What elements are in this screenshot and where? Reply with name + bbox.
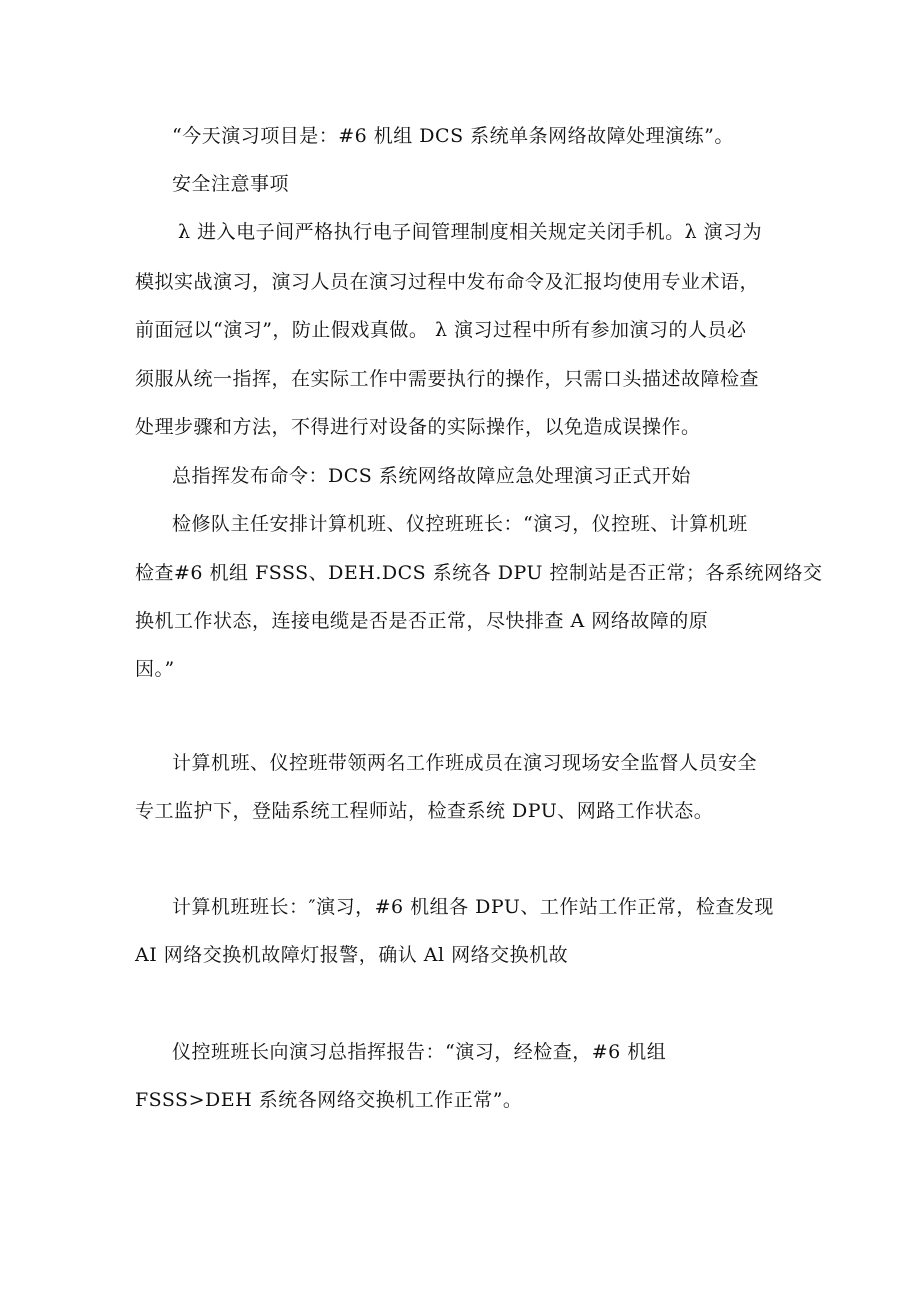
safety-line-1: λ 进入电子间严格执行电子间管理制度相关规定关闭手机。λ 演习为 xyxy=(178,221,763,243)
computer-report-line-1: 计算机班班长：″演习，#6 机组各 DPU、工作站工作正常，检查发现 xyxy=(172,896,774,918)
arrangement-line-3: 换机工作状态，连接电缆是否是否正常，尽快排查 A 网络故障的原 xyxy=(135,610,709,632)
drill-title-line: “今天演习项目是：#6 机组 DCS 系统单条网络故障处理演练”。 xyxy=(172,125,734,147)
safety-line-3: 前面冠以“演习”，防止假戏真做。 λ 演习过程中所有参加演习的人员必 xyxy=(135,319,747,341)
arrangement-line-4: 因。” xyxy=(135,658,175,680)
safety-line-2: 模拟实战演习，演习人员在演习过程中发布命令及汇报均使用专业术语， xyxy=(135,271,760,293)
safety-line-4: 须服从统一指挥，在实际工作中需要执行的操作，只需口头描述故障检查 xyxy=(135,368,760,390)
inspection-line-2: 专工监护下，登陆系统工程师站，检查系统 DPU、网路工作状态。 xyxy=(135,800,714,822)
arrangement-line-1: 检修队主任安排计算机班、仪控班班长：“演习，仪控班、计算机班 xyxy=(172,513,748,535)
instrument-report-line-2: FSSS>DEH 系统各网络交换机工作正常”。 xyxy=(135,1089,523,1111)
command-line: 总指挥发布命令：DCS 系统网络故障应急处理演习正式开始 xyxy=(172,465,691,487)
instrument-report-line-1: 仪控班班长向演习总指挥报告：“演习，经检查，#6 机组 xyxy=(172,1041,667,1063)
computer-report-line-2: AI 网络交换机故障灯报警，确认 Al 网络交换机故 xyxy=(135,944,569,966)
arrangement-line-2: 检查#6 机组 FSSS、DEH.DCS 系统各 DPU 控制站是否正常；各系统网络交 xyxy=(135,562,823,584)
safety-line-5: 处理步骤和方法，不得进行对设备的实际操作，以免造成误操作。 xyxy=(135,416,701,438)
inspection-line-1: 计算机班、仪控班带领两名工作班成员在演习现场安全监督人员安全 xyxy=(172,752,758,774)
safety-heading: 安全注意事项 xyxy=(172,173,290,195)
